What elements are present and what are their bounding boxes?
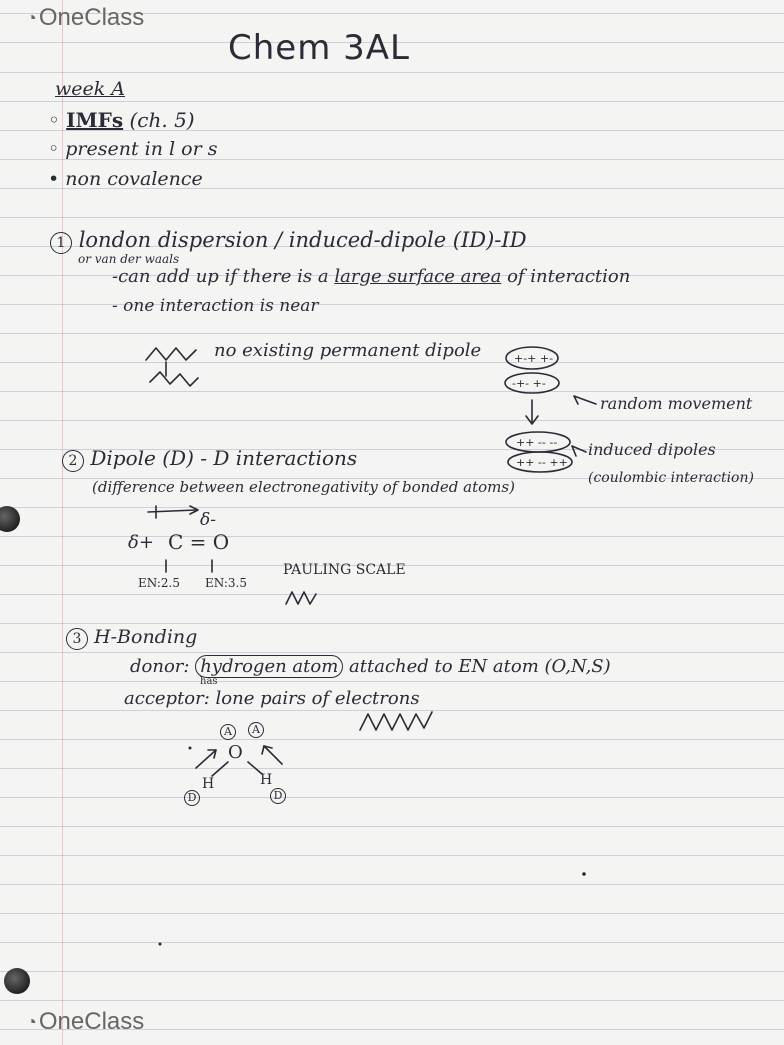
section3-number: 3 bbox=[66, 628, 88, 650]
brand-text: OneClass bbox=[38, 4, 145, 31]
squiggle-section2 bbox=[286, 592, 316, 604]
induced-pointer bbox=[572, 446, 586, 456]
zigzag-molecule-top bbox=[146, 348, 196, 360]
induced-dipoles-text: induced dipoles bbox=[588, 440, 716, 459]
en-carbon: EN:2.5 bbox=[138, 576, 180, 590]
induced-charges-2: ++ -- ++ bbox=[516, 456, 568, 469]
delta-plus: δ+ bbox=[128, 532, 154, 553]
intro-imfs-note: (ch. 5) bbox=[129, 108, 195, 132]
cloud-charges-2: -+- +- bbox=[512, 377, 546, 390]
section1-line1-suffix: of interaction bbox=[507, 266, 631, 287]
water-hydrogen-right: H bbox=[260, 772, 273, 788]
delta-minus: δ- bbox=[200, 510, 216, 530]
ink-dot bbox=[159, 943, 162, 946]
induced-charges-1: ++ -- -- bbox=[516, 436, 558, 449]
bullet-dot: ◦ bbox=[48, 138, 60, 160]
section1-line2: - one interaction is near bbox=[112, 296, 319, 316]
carbonyl-molecule: C = O bbox=[168, 530, 230, 554]
acceptor-label: acceptor: bbox=[124, 688, 210, 709]
section1-line1-prefix: -can add up if there is a bbox=[112, 266, 329, 287]
zigzag-molecule-bottom bbox=[150, 372, 198, 386]
bullet-dot: • bbox=[48, 168, 60, 190]
donor-mark-left: D bbox=[184, 790, 200, 806]
section2-explain: (difference between electronegativity of bonded atoms) bbox=[92, 478, 515, 496]
intro-noncovalent: non covalence bbox=[65, 168, 203, 190]
donor-rest: attached to EN atom (O,N,S) bbox=[349, 656, 611, 677]
acceptor-rest: lone pairs of electrons bbox=[215, 688, 420, 709]
bullet-dot: ◦ bbox=[48, 108, 60, 132]
page-title: Chem 3AL bbox=[228, 28, 410, 68]
donor-mark-right: D bbox=[270, 788, 286, 804]
ink-dot bbox=[582, 872, 586, 876]
cloud-charges-1: +-+ +- bbox=[514, 352, 554, 365]
hbond-arrow-left bbox=[196, 750, 216, 768]
binder-hole bbox=[4, 968, 30, 994]
intro-present: present in l or s bbox=[65, 138, 218, 160]
brand-icon: ◔ bbox=[26, 7, 37, 28]
random-pointer bbox=[574, 396, 596, 404]
water-hydrogen-left: H bbox=[202, 776, 215, 792]
section2-heading: Dipole (D) - D interactions bbox=[90, 446, 358, 470]
section3-heading: H-Bonding bbox=[94, 626, 198, 648]
section1-heading: london dispersion / induced-dipole (ID)-ID bbox=[78, 228, 527, 252]
brand-icon: ◔ bbox=[26, 1011, 37, 1032]
water-oxygen: O bbox=[228, 742, 243, 763]
pauling-scale: PAULING SCALE bbox=[283, 562, 406, 578]
acceptor-mark-left: A bbox=[220, 724, 236, 740]
donor-label: donor: bbox=[130, 656, 190, 677]
hbond-arrow-right bbox=[264, 746, 282, 764]
squiggle-section3 bbox=[360, 712, 432, 730]
acceptor-mark-right: A bbox=[248, 722, 264, 738]
brand-text: OneClass bbox=[38, 1008, 145, 1035]
section1-number: 1 bbox=[50, 232, 72, 254]
section1-subnote: or van der waals bbox=[78, 252, 180, 266]
brand-logo-bottom bbox=[26, 1008, 144, 1036]
oh-bond-right bbox=[248, 762, 262, 774]
ink-dot bbox=[189, 747, 192, 750]
donor-hydrogen: hydrogen atom bbox=[195, 655, 343, 678]
oh-bond-left bbox=[212, 762, 228, 776]
random-movement-text: random movement bbox=[600, 394, 753, 413]
coulombic-text: (coulombic interaction) bbox=[588, 470, 754, 486]
en-oxygen: EN:3.5 bbox=[205, 576, 247, 590]
section1-line1-underlined: large surface area bbox=[334, 266, 502, 287]
acceptor-has: has bbox=[200, 676, 218, 687]
intro-imfs: IMFs bbox=[66, 108, 124, 132]
week-heading: week A bbox=[55, 78, 126, 100]
section2-number: 2 bbox=[62, 450, 84, 472]
no-dipole-text: no existing permanent dipole bbox=[214, 340, 482, 361]
